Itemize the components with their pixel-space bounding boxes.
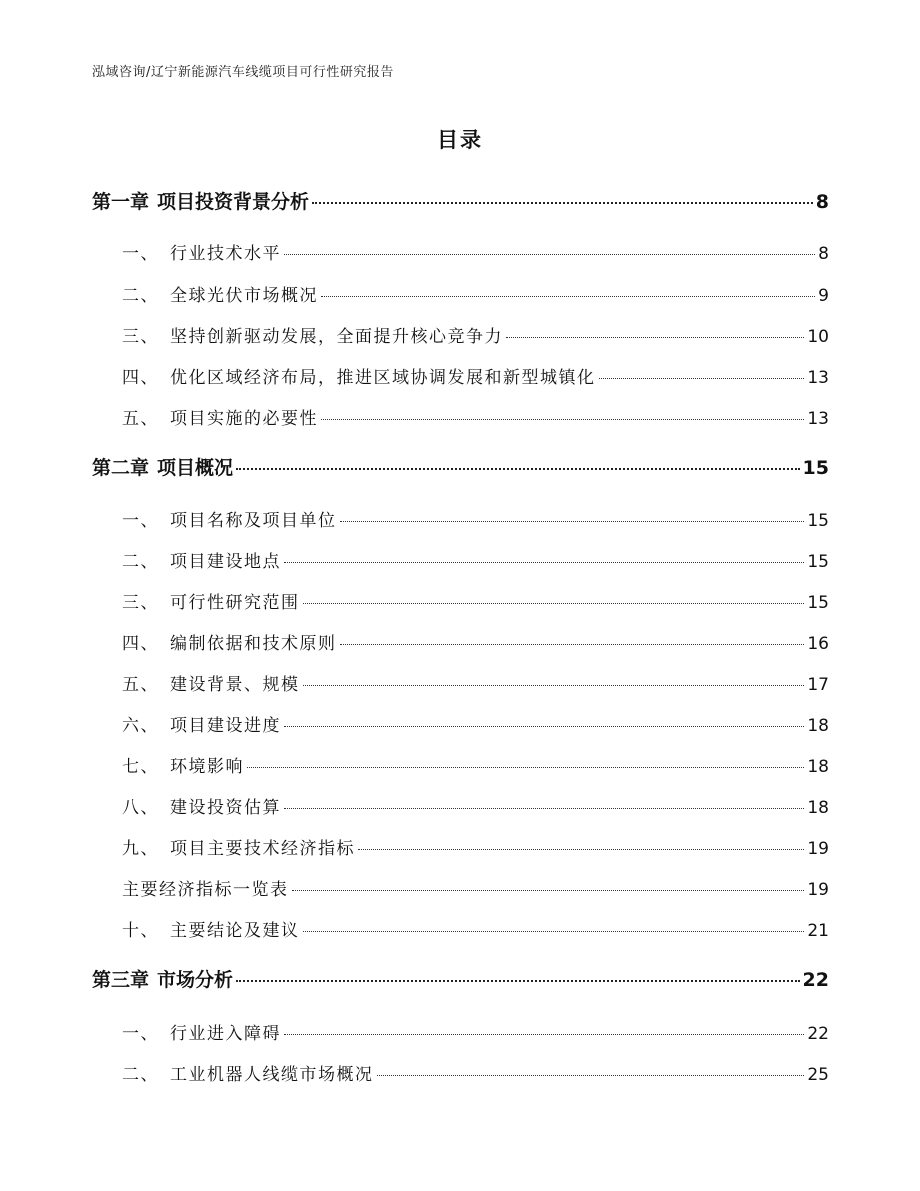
toc-page-number: 15 (807, 593, 829, 613)
dot-leader (284, 253, 815, 255)
toc-section-entry[interactable] (92, 629, 829, 654)
toc-entry-label: 全球光伏市场概况 (170, 286, 318, 306)
toc-entry-number: 一、 (122, 1024, 159, 1044)
toc-page-number: 25 (807, 1065, 829, 1085)
toc-entry-label: 可行性研究范围 (170, 593, 300, 613)
toc-chapter-entry[interactable] (92, 965, 829, 992)
toc-entry-label: 环境影响 (170, 757, 244, 777)
dot-leader (236, 979, 800, 982)
toc-page-number: 18 (807, 798, 829, 818)
toc-page-number: 21 (807, 921, 829, 941)
toc-entry-number: 第三章 (92, 969, 150, 991)
toc-entry-number: 六、 (122, 716, 159, 736)
dot-leader (599, 377, 805, 379)
dot-leader (284, 807, 804, 809)
toc-entry-number: 十、 (122, 921, 159, 941)
toc-entry-label: 坚持创新驱动发展，全面提升核心竞争力 (170, 327, 503, 347)
toc-entry-number: 三、 (122, 593, 159, 613)
dot-leader (312, 201, 813, 204)
dot-leader (506, 336, 804, 338)
toc-entry-label: 行业技术水平 (170, 244, 281, 264)
toc-section-entry[interactable] (92, 875, 829, 900)
toc-section-entry[interactable] (92, 1019, 829, 1044)
toc-page-number: 22 (807, 1024, 829, 1044)
toc-page-number: 22 (802, 969, 829, 991)
toc-section-entry[interactable] (92, 588, 829, 613)
toc-page-number: 15 (802, 457, 829, 479)
toc-page-number: 8 (818, 244, 829, 264)
toc-entry-label: 项目实施的必要性 (170, 409, 318, 429)
toc-entry-label: 工业机器人线缆市场概况 (170, 1065, 374, 1085)
document-header: 泓域咨询/辽宁新能源汽车线缆项目可行性研究报告 (92, 65, 394, 80)
toc-section-entry[interactable] (92, 281, 829, 306)
toc-page-number: 13 (807, 409, 829, 429)
toc-section-entry[interactable] (92, 404, 829, 429)
toc-entry-label: 市场分析 (157, 969, 234, 991)
dot-leader (303, 602, 805, 604)
toc-section-entry[interactable] (92, 239, 829, 264)
toc-entry-label: 项目建设地点 (170, 552, 281, 572)
toc-entry-label: 建设投资估算 (170, 798, 281, 818)
toc-entry-label: 编制依据和技术原则 (170, 634, 337, 654)
toc-page-number: 13 (807, 368, 829, 388)
dot-leader (321, 295, 815, 297)
toc-entry-number: 五、 (122, 409, 159, 429)
toc-entry-label: 主要结论及建议 (170, 921, 300, 941)
toc-entry-number: 五、 (122, 675, 159, 695)
dot-leader (321, 418, 804, 420)
toc-page-number: 9 (818, 286, 829, 306)
toc-entry-number: 第二章 (92, 457, 150, 479)
page-title: 目录 (437, 128, 483, 152)
dot-leader (284, 1033, 804, 1035)
toc-page-number: 16 (807, 634, 829, 654)
toc-entry-label: 主要经济指标一览表 (122, 880, 289, 900)
dot-leader (284, 561, 804, 563)
toc-page-number: 10 (807, 327, 829, 347)
toc-entry-number: 九、 (122, 839, 159, 859)
dot-leader (236, 467, 800, 470)
dot-leader (247, 766, 804, 768)
toc-entry-number: 第一章 (92, 191, 150, 213)
dot-leader (284, 725, 804, 727)
toc-section-entry[interactable] (92, 834, 829, 859)
toc-page-number: 18 (807, 757, 829, 777)
toc-entry-label: 项目建设进度 (170, 716, 281, 736)
toc-section-entry[interactable] (92, 547, 829, 572)
dot-leader (340, 520, 805, 522)
toc-entry-label: 建设背景、规模 (170, 675, 300, 695)
dot-leader (340, 643, 805, 645)
toc-entry-number: 二、 (122, 286, 159, 306)
toc-entry-number: 三、 (122, 327, 159, 347)
toc-page-number: 17 (807, 675, 829, 695)
toc-entry-label: 项目投资背景分析 (157, 191, 310, 213)
toc-page-number: 19 (807, 880, 829, 900)
toc-entry-label: 项目概况 (157, 457, 234, 479)
toc-entry-number: 八、 (122, 798, 159, 818)
toc-section-entry[interactable] (92, 506, 829, 531)
toc-section-entry[interactable] (92, 1060, 829, 1085)
dot-leader (377, 1074, 805, 1076)
toc-section-entry[interactable] (92, 670, 829, 695)
toc-page-number: 19 (807, 839, 829, 859)
toc-entry-number: 四、 (122, 634, 159, 654)
toc-entry-number: 一、 (122, 244, 159, 264)
toc-page-number: 15 (807, 552, 829, 572)
toc-chapter-entry[interactable] (92, 187, 829, 214)
toc-section-entry[interactable] (92, 711, 829, 736)
toc-page-number: 8 (815, 191, 829, 213)
dot-leader (358, 848, 804, 850)
toc-entry-label: 项目名称及项目单位 (170, 511, 337, 531)
toc-entry-number: 七、 (122, 757, 159, 777)
dot-leader (303, 930, 805, 932)
toc-section-entry[interactable] (92, 916, 829, 941)
toc-section-entry[interactable] (92, 793, 829, 818)
toc-page-number: 18 (807, 716, 829, 736)
toc-section-entry[interactable] (92, 363, 829, 388)
toc-chapter-entry[interactable] (92, 453, 829, 480)
toc-entry-label: 行业进入障碍 (170, 1024, 281, 1044)
dot-leader (292, 889, 805, 891)
toc-entry-label: 项目主要技术经济指标 (170, 839, 355, 859)
toc-section-entry[interactable] (92, 752, 829, 777)
toc-entry-number: 二、 (122, 552, 159, 572)
toc-entry-label: 优化区域经济布局，推进区域协调发展和新型城镇化 (170, 368, 596, 388)
toc-section-entry[interactable] (92, 322, 829, 347)
toc-page-number: 15 (807, 511, 829, 531)
toc-entry-number: 一、 (122, 511, 159, 531)
toc-entry-number: 二、 (122, 1065, 159, 1085)
toc-entry-number: 四、 (122, 368, 159, 388)
dot-leader (303, 684, 805, 686)
